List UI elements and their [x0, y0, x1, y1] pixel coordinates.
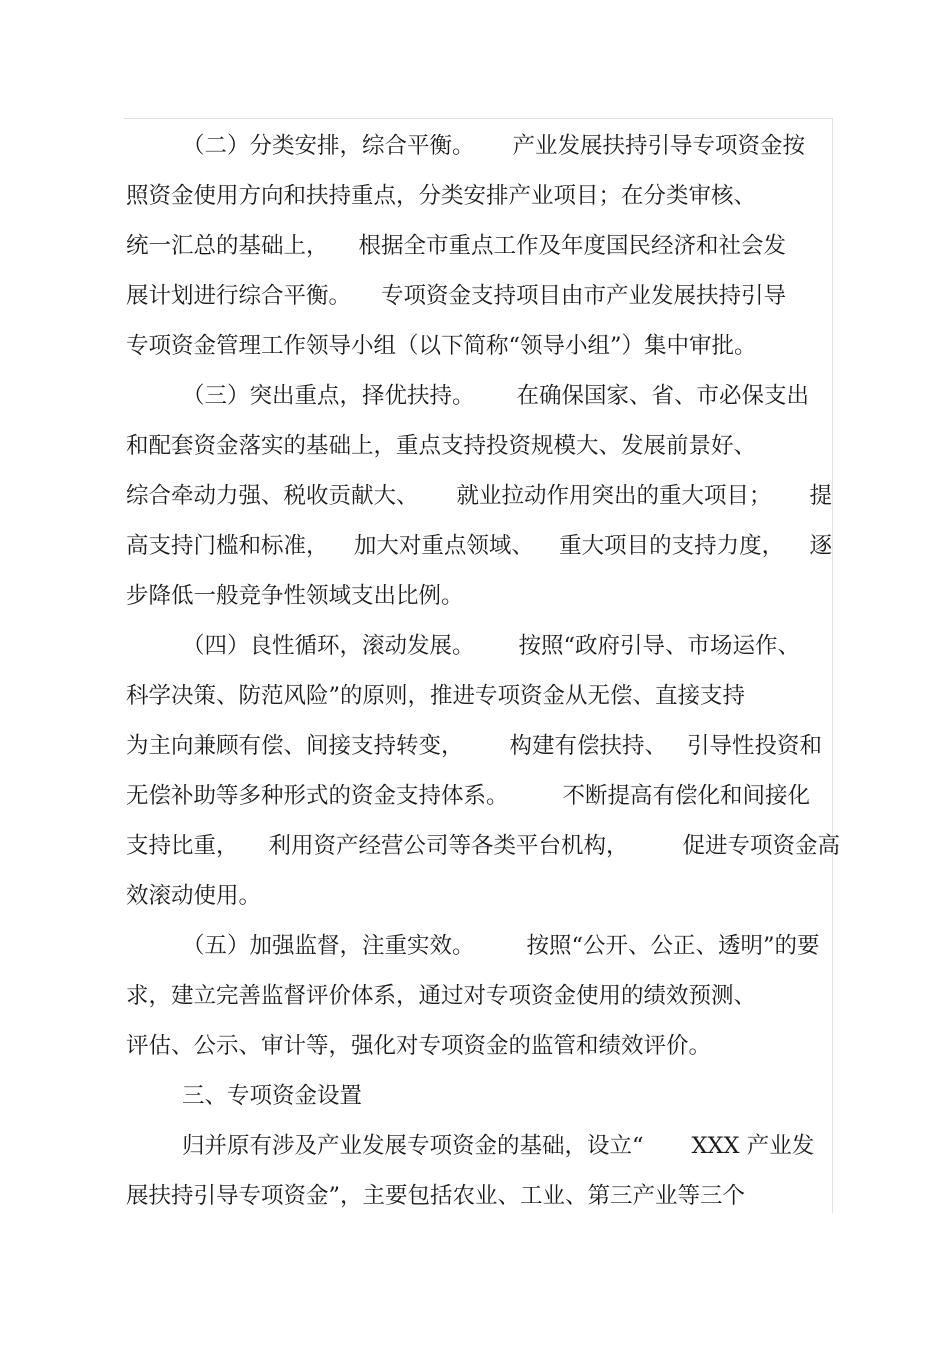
text-segment: 求，建立完善监督评价体系，通过对专项资金使用的绩效预测、 — [126, 983, 757, 1009]
text-line — [126, 326, 832, 366]
text-line — [126, 676, 832, 716]
text-segment: （三）突出重点，择优扶持。 — [182, 383, 475, 409]
text-segment: 专项资金支持项目由市产业发展扶持引导 — [381, 283, 787, 309]
text-segment: 统一汇总的基础上， — [126, 233, 329, 259]
text-segment: XXX 产业发 — [691, 1133, 815, 1159]
text-segment: 综合牵动力强、税收贡献大、 — [126, 483, 419, 509]
text-segment: （二）分类安排，综合平衡。 — [182, 133, 475, 159]
text-segment: 无偿补助等多种形式的资金支持体系。 — [126, 783, 509, 809]
text-line — [126, 926, 832, 966]
text-segment: 根据全市重点工作及年度国民经济和社会发 — [358, 233, 787, 259]
text-segment: 不断提高有偿化和间接化 — [562, 783, 811, 809]
text-line — [126, 726, 832, 766]
text-line — [126, 1076, 832, 1116]
text-line — [126, 976, 832, 1016]
text-segment: 引导性投资和 — [687, 733, 823, 759]
text-segment: 和配套资金落实的基础上，重点支持投资规模大、发展前景好、 — [126, 433, 757, 459]
text-segment: 专项资金管理工作领导小组（以下简称“领导小组”）集中审批。 — [126, 333, 757, 359]
text-segment: 展计划进行综合平衡。 — [126, 283, 352, 309]
text-segment: 促进专项资金高 — [682, 833, 841, 859]
text-line — [126, 226, 832, 266]
text-line — [126, 576, 832, 616]
text-segment: 构建有偿扶持、 — [509, 733, 668, 759]
text-segment: 就业拉动作用突出的重大项目； — [456, 483, 772, 509]
text-line — [126, 476, 832, 516]
text-line — [126, 426, 832, 466]
text-segment: 支持比重， — [126, 833, 239, 859]
text-segment: 利用资产经营公司等各类平台机构， — [268, 833, 629, 859]
text-segment: 步降低一般竞争性领域支出比例。 — [126, 583, 464, 609]
text-line — [126, 626, 832, 666]
text-segment: （四）良性循环，滚动发展。 — [182, 633, 475, 659]
text-segment: 展扶持引导专项资金”，主要包括农业、工业、第三产业等三个 — [126, 1183, 746, 1209]
text-line — [126, 1026, 832, 1066]
text-segment: 归并原有涉及产业发展专项资金的基础，设立“ — [182, 1133, 644, 1159]
text-segment: 科学决策、防范风险”的原则，推进专项资金从无偿、直接支持 — [126, 683, 746, 709]
text-segment: 效滚动使用。 — [126, 883, 262, 909]
text-segment: 重大项目的支持力度， — [559, 533, 785, 559]
text-line — [126, 526, 832, 566]
text-segment: 在确保国家、省、市必保支出 — [516, 383, 810, 409]
text-segment: 按照“政府引导、市场运作、 — [518, 633, 801, 659]
text-line — [126, 776, 832, 816]
text-segment: 加大对重点领域、 — [353, 533, 534, 559]
text-segment: 照资金使用方向和扶持重点，分类安排产业项目；在分类审核、 — [126, 183, 757, 209]
text-line — [126, 176, 832, 216]
text-line — [126, 126, 832, 166]
text-line — [126, 826, 841, 866]
text-line — [126, 376, 832, 416]
text-segment: 按照“公开、公正、透明”的要 — [526, 933, 820, 959]
text-segment: 评估、公示、审计等，强化对专项资金的监管和绩效评价。 — [126, 1033, 712, 1059]
text-line — [126, 276, 832, 316]
text-segment: 为主向兼顾有偿、间接支持转变， — [126, 733, 464, 759]
text-segment: 三、专项资金设置 — [182, 1083, 363, 1109]
text-segment: 产业发展扶持引导专项资金按 — [512, 133, 806, 159]
text-line — [126, 1176, 832, 1216]
text-line — [126, 1126, 832, 1166]
text-segment: 逐 — [809, 533, 832, 559]
text-segment: （五）加强监督，注重实效。 — [182, 933, 475, 959]
text-segment: 高支持门槛和标准， — [126, 533, 329, 559]
text-line — [126, 876, 832, 916]
text-segment: 提 — [809, 483, 832, 509]
